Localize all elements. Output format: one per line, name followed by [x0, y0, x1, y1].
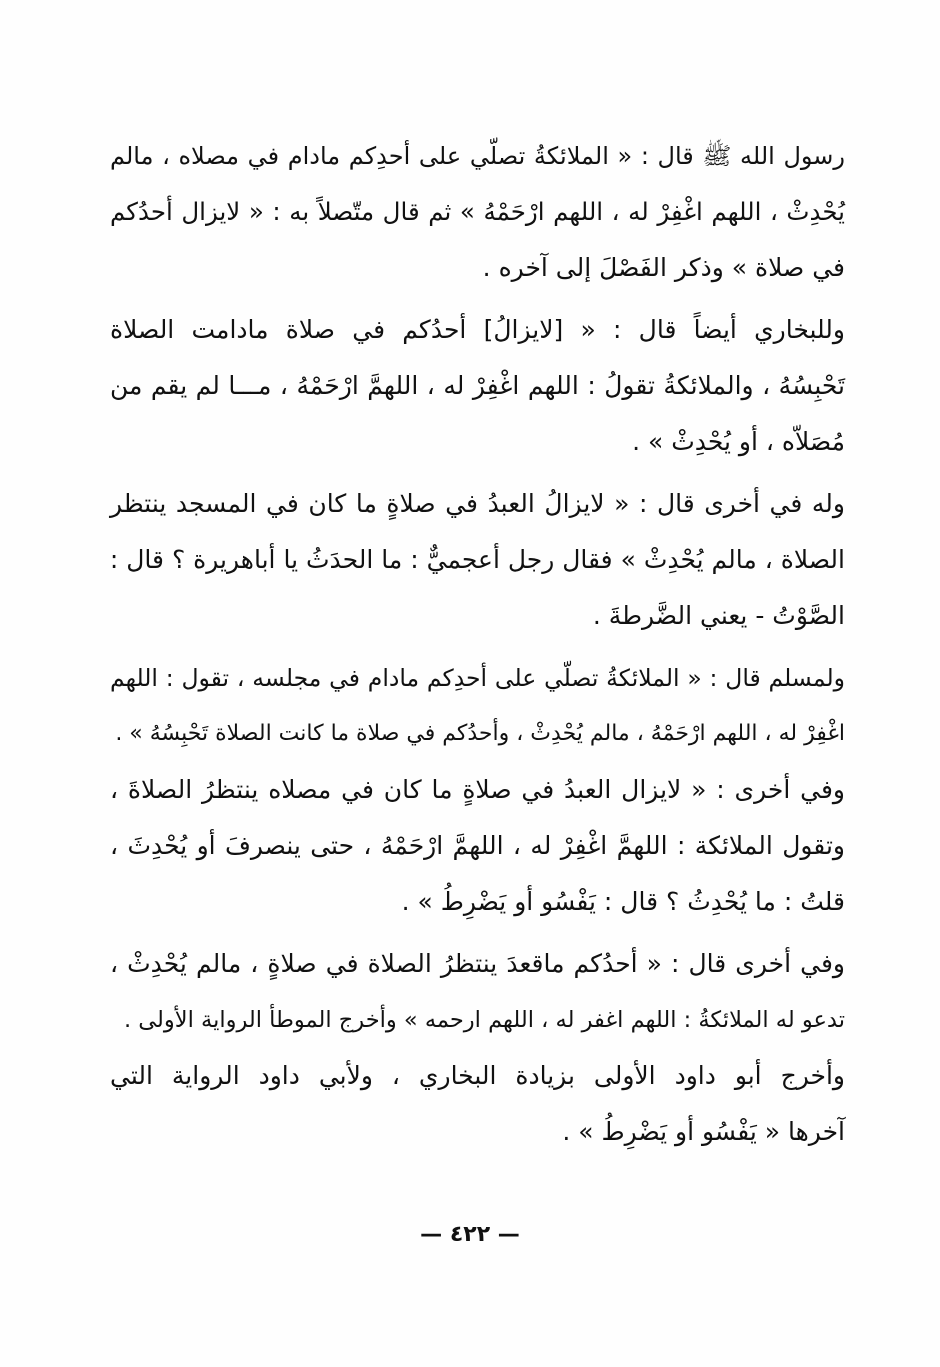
- text-line: وأخرج أبو داود الأولى بزيادة البخاري ، ولأبي داود الرواية التي: [110, 1061, 845, 1090]
- text-line: في صلاة » وذكر الفَصْلَ إلى آخره .: [482, 253, 845, 282]
- paragraph: [110, 476, 845, 644]
- text-line: وللبخاري أيضاً قال : « [لايزالُ] أحدُكم في صلاة مادامت الصلاة: [110, 315, 845, 344]
- text-line: ولمسلم قال : « الملائكةُ تصلّي على أحدِكم مادام في مجلسه ، تقول : اللهم: [110, 664, 845, 692]
- paragraph: [110, 650, 845, 762]
- body-text: [110, 128, 845, 1160]
- text-line: وفي أخرى قال : « أحدُكم ماقعدَ ينتظرُ الصلاة في صلاةٍ ، مالم يُحْدِثْ ،: [110, 949, 845, 978]
- text-line: آخرها « يَفْسُو أو يَضْرِطُ » .: [562, 1117, 845, 1146]
- paragraph: [110, 936, 845, 1048]
- page-number: — ٤٢٢ —: [420, 1222, 520, 1247]
- text-line: يُحْدِثْ ، اللهم اغْفِرْ له ، اللهم ارْحَمْهُ » ثم قال متّصلاً به : « لايزال أحدُكم: [110, 197, 845, 226]
- text-line: رسول الله ﷺ قال : « الملائكةُ تصلّي على أحدِكم مادام في مصلاه ، مالم: [110, 142, 845, 170]
- paragraph: [110, 302, 845, 470]
- text-line: الصَّوْتُ - يعني الضَّرطةَ .: [592, 601, 845, 630]
- text-line: وله في أخرى قال : « لايزالُ العبدُ في صلاةٍ ما كان في المسجد ينتظر: [110, 489, 845, 518]
- text-line: وفي أخرى : « لايزال العبدُ في صلاةٍ ما كان في مصلاه ينتظرُ الصلاةَ ،: [110, 775, 845, 804]
- text-line: اغْفِرْ له ، اللهم ارْحَمْهُ ، مالم يُحْدِثْ ، وأحدُكم في صلاة ما كانت الصلاة تَحْبِسُهُ » .: [115, 721, 845, 746]
- text-line: مُصَلاّه ، أو يُحْدِثْ » .: [632, 427, 845, 456]
- text-line: قلتُ : ما يُحْدِثُ ؟ قال : يَفْسُو أو يَضْرِطُ » .: [401, 887, 845, 916]
- paragraph: [110, 762, 845, 930]
- text-line: وتقول الملائكة : اللهمَّ اغْفِرْ له ، اللهمَّ ارْحَمْهُ ، حتى ينصرفَ أو يُحْدِثَ ،: [110, 831, 845, 860]
- paragraph: [110, 128, 845, 296]
- text-line: تدعو له الملائكةُ : اللهم اغفر له ، اللهم ارحمه » وأخرج الموطأ الرواية الأولى .: [124, 1007, 845, 1033]
- paragraph: [110, 1048, 845, 1160]
- text-line: تَحْبِسُهُ ، والملائكةُ تقولُ : اللهم اغْفِرْ له ، اللهمَّ ارْحَمْهُ ، مـــا لم يقم من: [110, 371, 845, 400]
- text-line: الصلاة ، مالم يُحْدِثْ » فقال رجل أعجميٌّ : ما الحدَثُ يا أباهريرة ؟ قال :: [109, 545, 845, 574]
